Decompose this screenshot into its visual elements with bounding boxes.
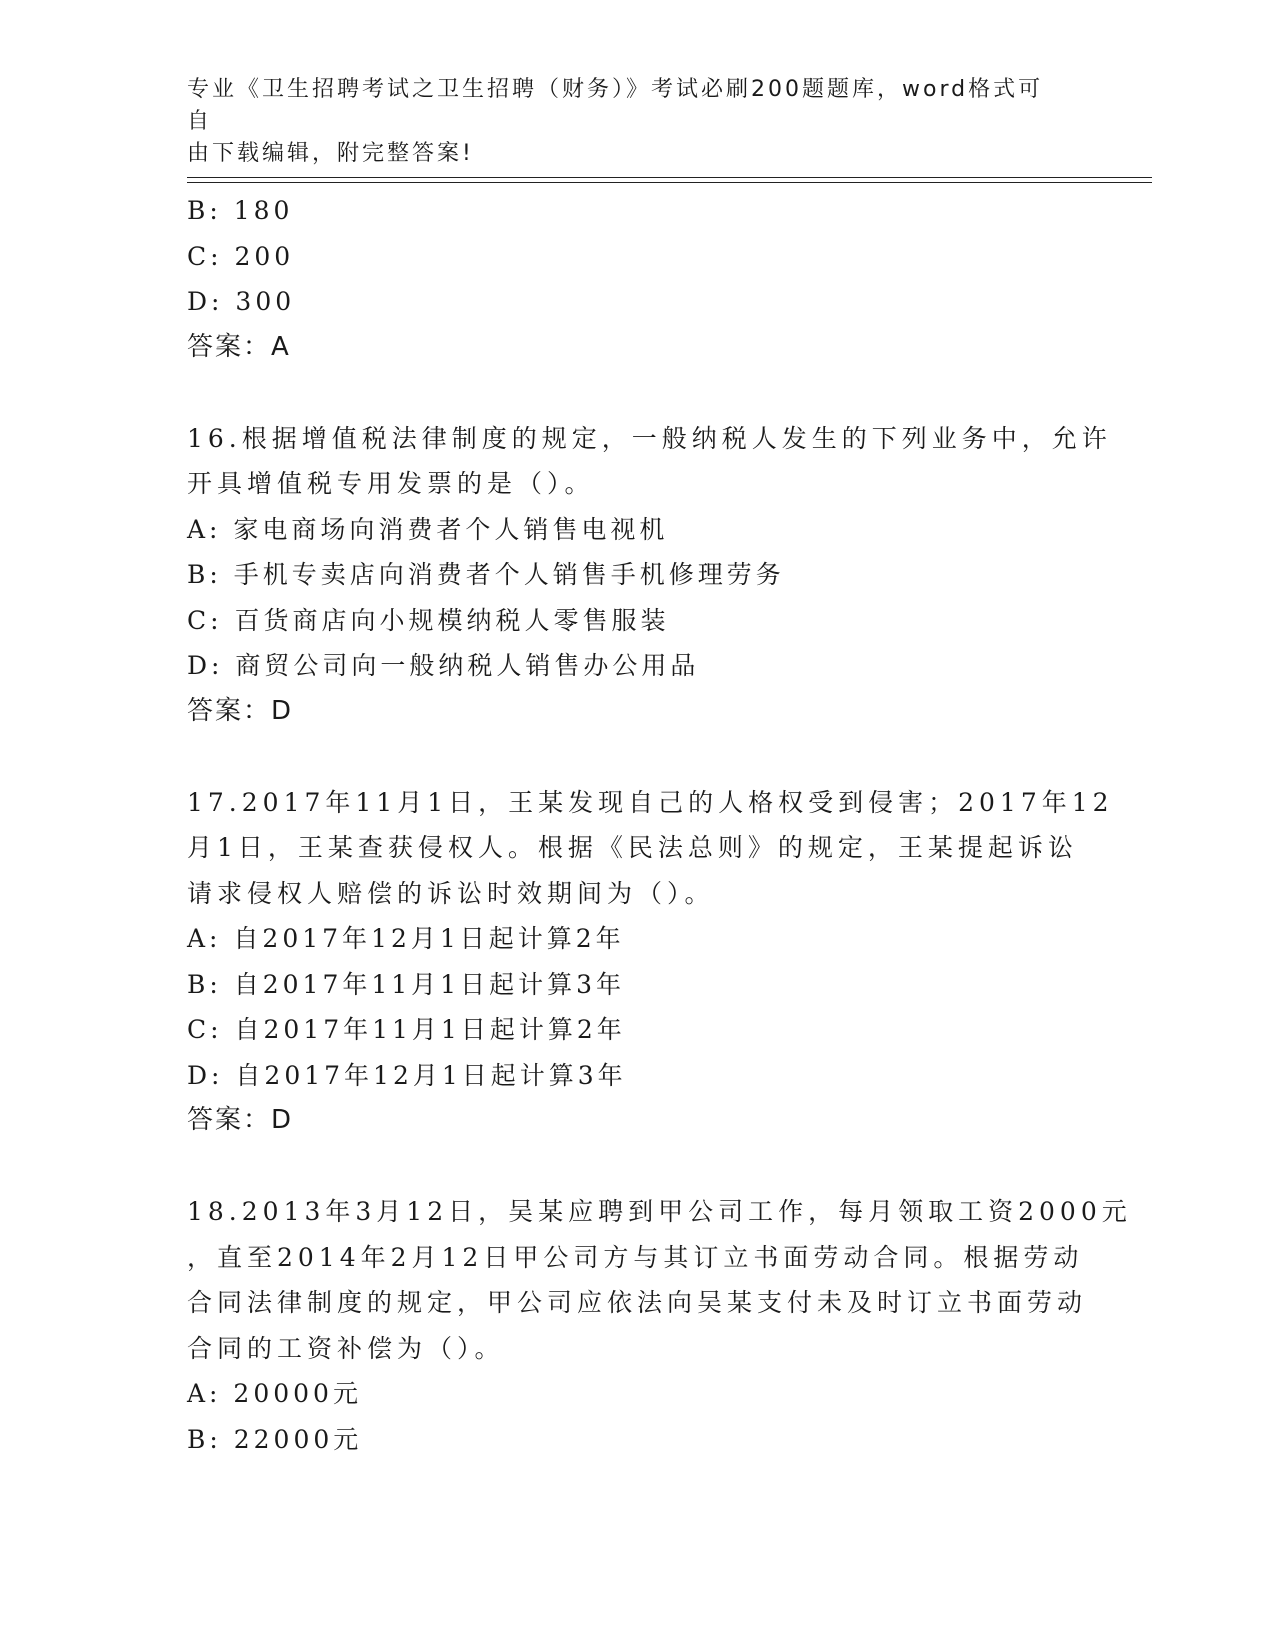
question-stem (187, 780, 1114, 917)
answer-line: 答案：D (187, 1105, 294, 1135)
spacer (187, 734, 1087, 780)
question-17 (187, 780, 1114, 1144)
option-b: B: 手机专卖店向消费者个人销售手机修理劳务 (187, 560, 785, 589)
document-header (187, 74, 1067, 170)
stem-line: 17.2017年11月1日，王某发现自己的人格权受到侵害；2017年12 (187, 787, 1114, 817)
option-b: B: 180 (187, 196, 294, 225)
question-15-tail (187, 188, 1087, 370)
option-c: C: 百货商店向小规模纳税人零售服装 (187, 605, 670, 635)
header-divider-top (187, 177, 1152, 178)
option-a: A: 家电商场向消费者个人销售电视机 (187, 514, 669, 544)
stem-line: 合同法律制度的规定，甲公司应依法向吴某支付未及时订立书面劳动 (187, 1288, 1088, 1317)
header-line-1: 专业《卫生招聘考试之卫生招聘（财务）》考试必刷200题题库，word格式可自 (187, 77, 1044, 134)
header-line-2: 由下载编辑，附完整答案! (187, 141, 474, 166)
option-a: A: 20000元 (187, 1379, 362, 1408)
stem-line: 18.2013年3月12日，吴某应聘到甲公司工作，每月领取工资2000元 (187, 1197, 1132, 1226)
stem-line: 月1日，王某查获侵权人。根据《民法总则》的规定，王某提起诉讼 (187, 833, 1078, 862)
option-c: C: 200 (187, 241, 295, 271)
option-d: D: 自2017年12月1日起计算3年 (187, 1060, 627, 1090)
option-a: A: 自2017年12月1日起计算2年 (187, 924, 625, 953)
spacer (187, 370, 1087, 416)
spacer (187, 1144, 1087, 1190)
stem-line: ，直至2014年2月12日甲公司方与其订立书面劳动合同。根据劳动 (187, 1242, 1084, 1272)
option-b: B: 自2017年11月1日起计算3年 (187, 969, 625, 999)
answer-line: 答案：A (187, 331, 291, 362)
answer-line: 答案：D (187, 695, 294, 726)
question-list (187, 188, 1132, 1462)
stem-line: 请求侵权人赔偿的诉讼时效期间为（）。 (187, 878, 715, 908)
stem-line: 开具增值税专用发票的是（）。 (187, 469, 595, 498)
stem-line: 合同的工资补偿为（）。 (187, 1333, 505, 1363)
question-stem (187, 1189, 1132, 1371)
option-b: B: 22000元 (187, 1424, 363, 1454)
header-divider-bottom (187, 182, 1152, 183)
question-stem (187, 416, 1112, 507)
question-18 (187, 1189, 1132, 1462)
option-d: D: 300 (187, 287, 296, 316)
option-d: D: 商贸公司向一般纳税人销售办公用品 (187, 651, 700, 680)
stem-line: 16.根据增值税法律制度的规定，一般纳税人发生的下列业务中，允许 (187, 423, 1112, 453)
option-c: C: 自2017年11月1日起计算2年 (187, 1015, 626, 1044)
question-16 (187, 416, 1112, 735)
